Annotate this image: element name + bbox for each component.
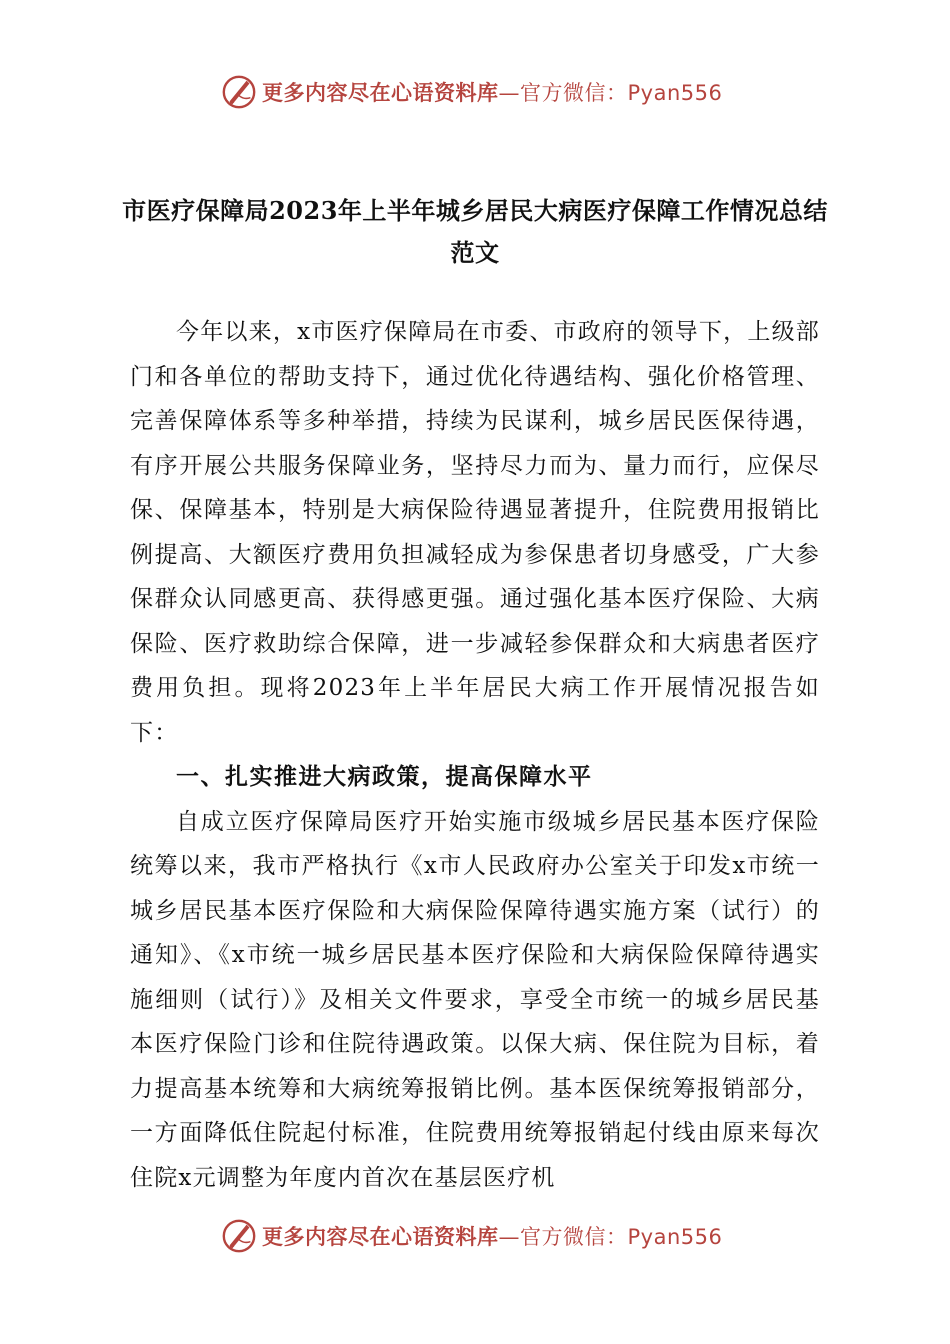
watermark-wechat: 官方微信：Pyan556: [520, 81, 723, 105]
watermark-wechat: 官方微信：Pyan556: [520, 1225, 723, 1249]
section-heading-1: 一、扎实推进大病政策，提高保障水平: [176, 763, 593, 790]
watermark-dash: —: [498, 1225, 520, 1249]
body-paragraph-1: 今年以来，x市医疗保障局在市委、市政府的领导下，上级部门和各单位的帮助支持下，通过优化待遇结构、强化价格管理、完善保障体系等多种举措，持续为民谋利，城乡居民医保待遇，有序开展公共服务保障业务，坚持尽力而为、量力而行，应保尽保、保障基本，特别是大病保险待遇显著提升，住院费用报销比例提高、大额医疗费用负担减轻成为参保患者切身感受，广大参保群众认同感更高、获得感更强。通过强化基本医疗保险、大病保险、医疗救助综合保障，进一步减轻参保群众和大病患者医疗费用负担。现将2023年上半年居民大病工作开展情况报告如下：: [130, 319, 820, 746]
quill-logo-icon: [220, 73, 258, 111]
quill-logo-icon: [220, 1217, 258, 1255]
document-body: [130, 310, 820, 1200]
body-paragraph-2: 自成立医疗保障局医疗开始实施市级城乡居民基本医疗保险统筹以来，我市严格执行《x市人民政府办公室关于印发x市统一城乡居民基本医疗保险和大病保险保障待遇实施方案（试行）的通知》、《x市统一城乡居民基本医疗保险和大病保险保障待遇实施细则（试行）》及相关文件要求，享受全市统一的城乡居民基本医疗保险门诊和住院待遇政策。以保大病、保住院为目标，着力提高基本统筹和大病统筹报销比例。基本医保统筹报销部分，一方面降低住院起付标准，住院费用统筹报销起付线由原来每次住院x元调整为年度内首次在基层医疗机: [130, 808, 820, 1191]
watermark-banner-bottom: [220, 1216, 722, 1256]
watermark-dash: —: [498, 81, 520, 105]
watermark-text-bottom: [262, 1221, 722, 1251]
document-title: 市医疗保障局2023年上半年城乡居民大病医疗保障工作情况总结范文: [122, 196, 828, 267]
watermark-text-top: [262, 77, 722, 107]
watermark-banner-top: [220, 72, 722, 112]
watermark-slogan: 更多内容尽在心语资料库: [262, 81, 499, 105]
watermark-slogan: 更多内容尽在心语资料库: [262, 1225, 499, 1249]
